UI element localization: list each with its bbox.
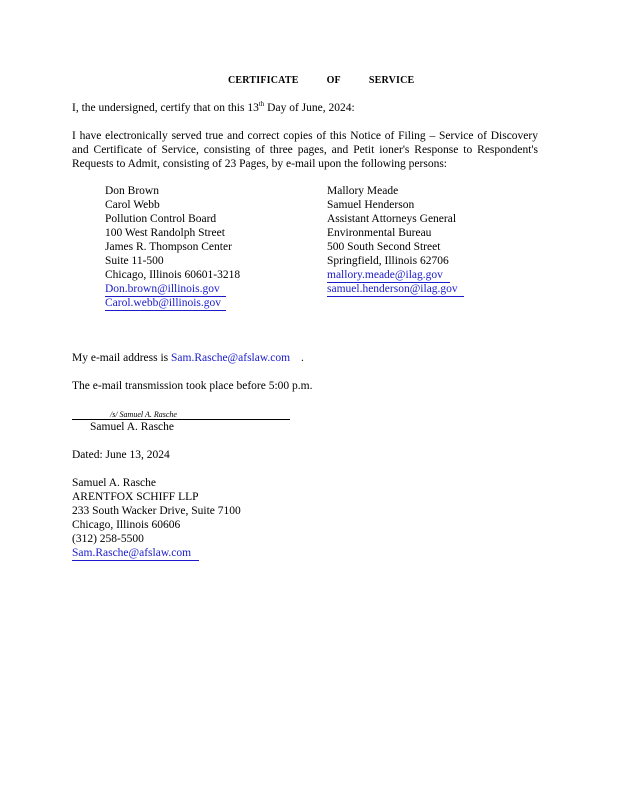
- my-email-pre: My e-mail address is: [72, 352, 172, 364]
- certify-line: [72, 101, 355, 115]
- recipient-left-line: James R. Thompson Center: [105, 241, 232, 253]
- transmission-line: The e-mail transmission took place before 5:00 p.m.: [72, 380, 313, 392]
- recipient-right-line: Samuel Henderson: [327, 199, 415, 211]
- recipients-left-column: [105, 184, 240, 310]
- dated-line: Dated: June 13, 2024: [72, 449, 170, 461]
- service-paragraph: I have electronically served true and correct copies of this Notice of Filing – Service of Discovery and Certificate of Service, consisting of three pages, and Petit ioner's Response to Respondent's Requests to Admit, consisting of 23 Pages, by e-mail upon the following persons:: [72, 130, 538, 170]
- signature-block-line: (312) 258-5500: [72, 533, 144, 545]
- certify-post: Day of June, 2024:: [264, 102, 355, 114]
- title-word-service: SERVICE: [368, 75, 415, 86]
- email-link-signature-block[interactable]: Sam.Rasche@afslaw.com: [72, 547, 199, 561]
- signer-name: Samuel A. Rasche: [90, 421, 174, 433]
- recipient-right-line: Assistant Attorneys General: [327, 213, 457, 225]
- certify-ordinal: th: [258, 100, 265, 109]
- email-link-sam-rasche[interactable]: Sam.Rasche@afslaw.com: [171, 352, 291, 364]
- recipient-left-line: Don Brown: [105, 185, 159, 197]
- recipients-right-column: [327, 184, 464, 296]
- recipient-left-line: Carol Webb: [105, 199, 160, 211]
- recipient-right-line: 500 South Second Street: [327, 241, 441, 253]
- recipient-right-line: Environmental Bureau: [327, 227, 432, 239]
- recipient-left-line: 100 West Randolph Street: [105, 227, 225, 239]
- signature-block-line: ARENTFOX SCHIFF LLP: [72, 491, 199, 503]
- signature-block-line: 233 South Wacker Drive, Suite 7100: [72, 505, 241, 517]
- document-title: [228, 74, 414, 88]
- email-link-samuel-henderson[interactable]: samuel.henderson@ilag.gov: [327, 283, 464, 297]
- signature-block-line: Chicago, Illinois 60606: [72, 519, 181, 531]
- email-link-carol-webb[interactable]: Carol.webb@illinois.gov: [105, 297, 226, 311]
- my-email-line: [72, 351, 304, 365]
- recipient-left-line: Pollution Control Board: [105, 213, 217, 225]
- signature-block-line: Samuel A. Rasche: [72, 477, 156, 489]
- recipient-right-line: Springfield, Illinois 62706: [327, 255, 449, 267]
- certify-pre: I, the undersigned, certify that on this 13: [72, 102, 259, 114]
- email-link-don-brown[interactable]: Don.brown@illinois.gov: [105, 283, 226, 297]
- electronic-signature: /s/ Samuel A. Rasche: [110, 410, 177, 419]
- recipient-right-line: Mallory Meade: [327, 185, 399, 197]
- email-link-mallory-meade[interactable]: mallory.meade@ilag.gov: [327, 269, 450, 283]
- recipient-left-line: Suite 11-500: [105, 255, 164, 267]
- my-email-post: .: [301, 352, 304, 364]
- signature-block: [72, 476, 241, 560]
- title-word-of: OF: [326, 75, 341, 86]
- title-word-certificate: CERTIFICATE: [228, 75, 299, 86]
- recipient-left-line: Chicago, Illinois 60601-3218: [105, 269, 241, 281]
